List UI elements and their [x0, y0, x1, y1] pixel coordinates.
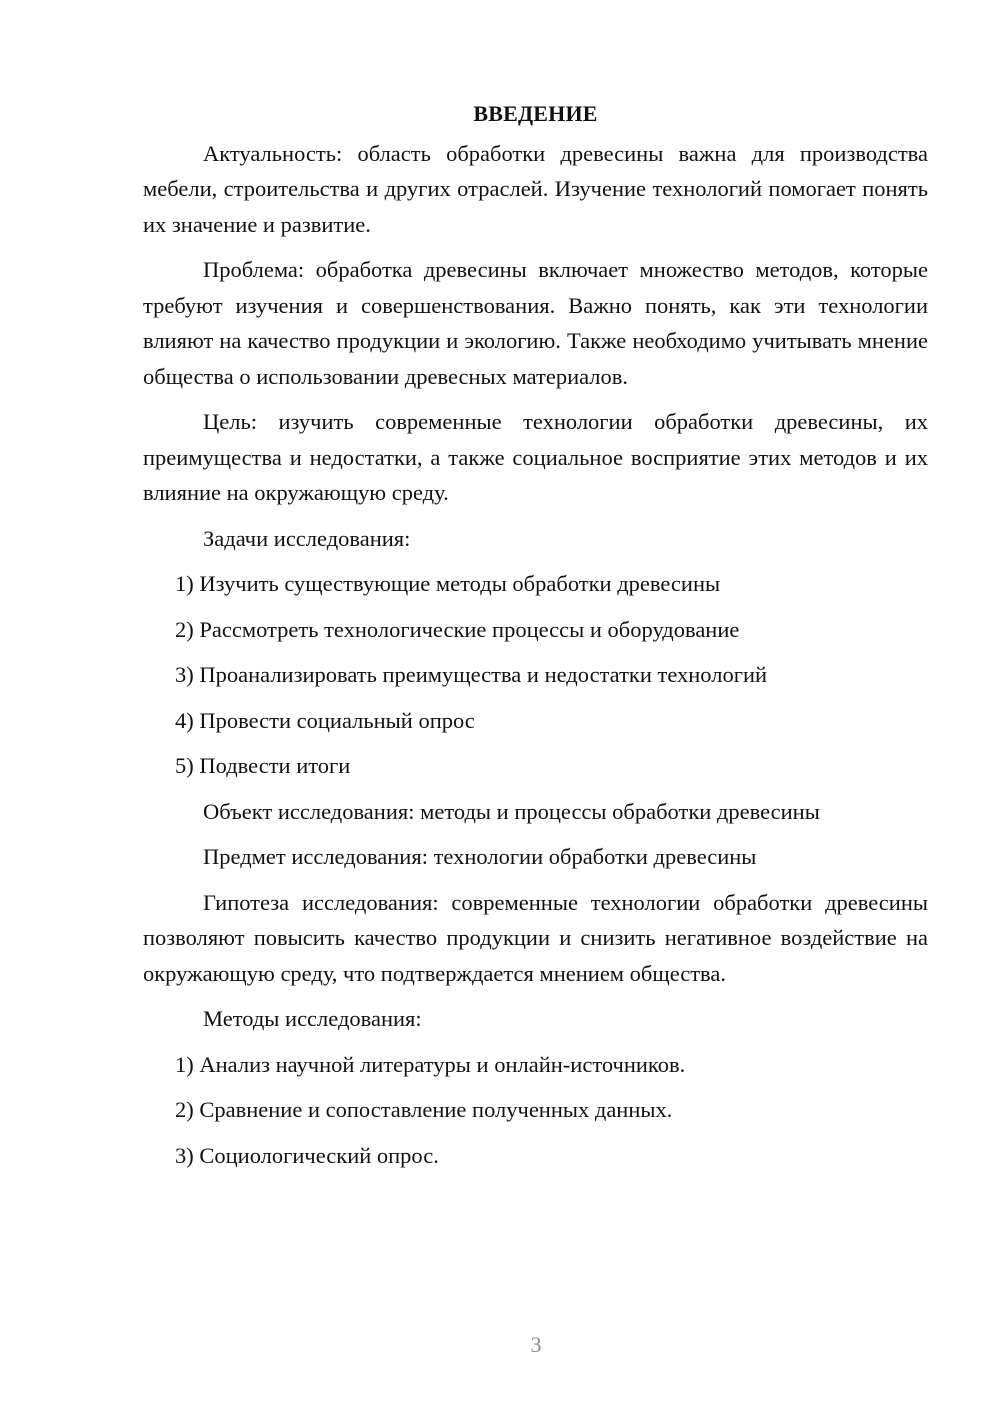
page-content — [143, 96, 928, 1183]
list-item: 5) Подвести итоги — [175, 753, 351, 778]
research-object: Объект исследования: методы и процессы обработки древесины — [203, 798, 820, 824]
list-item: 2) Сравнение и сопоставление полученных данных. — [175, 1097, 673, 1122]
list-item: 1) Анализ научной литературы и онлайн-источников. — [175, 1051, 686, 1077]
relevance-paragraph: Актуальность: область обработки древесины важна для производства мебели, строительства и других отраслей. Изучение технологий помогает понять их значение и развитие. — [143, 140, 928, 237]
list-item: 1) Изучить существующие методы обработки древесины — [175, 571, 721, 596]
hypothesis-paragraph: Гипотеза исследования: современные технологии обработки древесины позволяют повысить качество продукции и снизить негативное воздействие на окружающую среду, что подтверждается мнением общества. — [143, 889, 928, 986]
page-number: 3 — [530, 1332, 542, 1357]
methods-list — [143, 1047, 928, 1174]
list-item: 4) Провести социальный опрос — [175, 707, 475, 733]
problem-paragraph: Проблема: обработка древесины включает множество методов, которые требуют изучения и совершенствования. Важно понять, как эти технологии влияют на качество продукции и экологию. Также необходимо учитывать мнение общества о использовании древесных материалов. — [143, 257, 928, 389]
tasks-list — [143, 566, 928, 784]
tasks-heading: Задачи исследования: — [203, 525, 411, 551]
methods-heading: Методы исследования: — [203, 1006, 422, 1031]
list-item: 3) Проанализировать преимущества и недостатки технологий — [175, 662, 768, 687]
list-item: 2) Рассмотреть технологические процессы и оборудование — [175, 616, 740, 642]
goal-paragraph: Цель: изучить современные технологии обработки древесины, их преимущества и недостатки, а также социальное восприятие этих методов и их влияние на окружающую среду. — [143, 409, 928, 505]
research-subject: Предмет исследования: технологии обработки древесины — [203, 844, 757, 869]
page-title: ВВЕДЕНИЕ — [473, 101, 598, 126]
list-item: 3) Социологический опрос. — [175, 1142, 439, 1168]
